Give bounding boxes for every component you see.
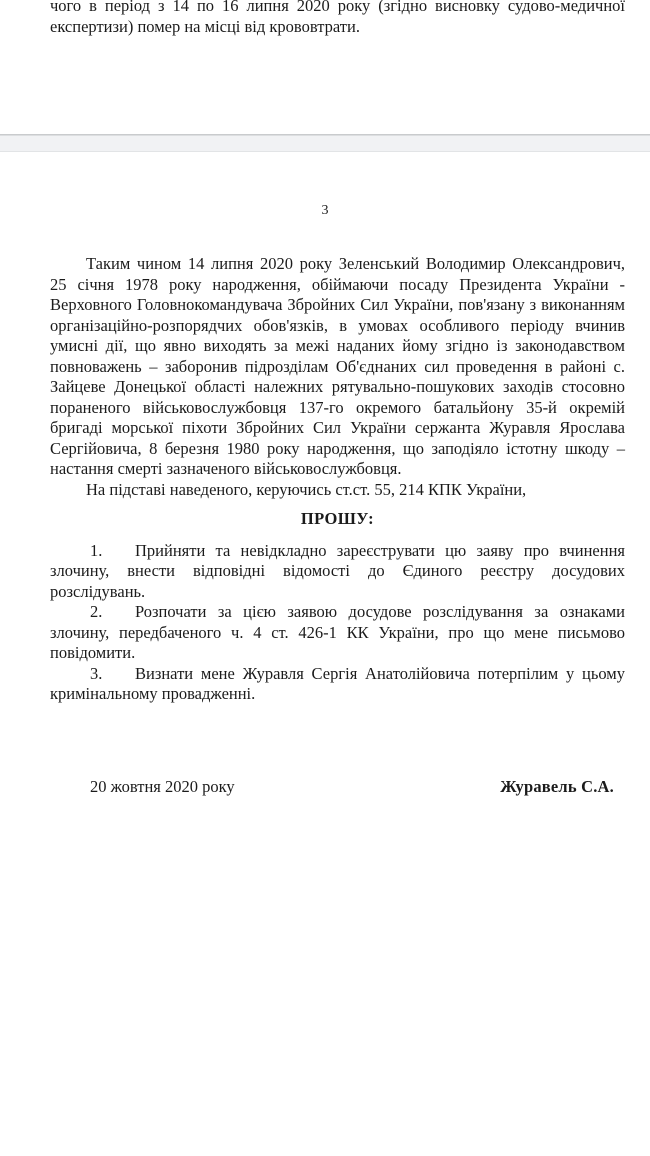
request-item-number: 1. (90, 540, 103, 560)
spacer-after-heading (50, 530, 625, 541)
signature-name: Журавель С.А. (500, 777, 614, 796)
page-content (50, 254, 625, 705)
signature-date: 20 жовтня 2020 року (90, 777, 235, 796)
paragraph-main-body: Таким чином 14 липня 2020 року Зеленський Володимир Олександрович, 25 січня 1978 року народження, обіймаючи посаду Президента України - Верховного Головнокомандувача Збройних Сил України, пов'язану з виконанням організаційно-розпорядчих обов'язків, в умовах особливого періоду вчинив умисні дії, що явно виходять за межі наданих йому згідно із законодавством повноважень – заборонив підрозділам Об'єднаних сил проведення в районі с. Зайцеве Донецької області належних рятувально-пошукових заходів стосовно пораненого військовослужбовця 137-го окремого батальйону 35-й окремій бригаді морської піхоти Збройних Сил України сержанта Журавля Ярослава Сергійовича, 8 березня 1980 року народження, що заподіяло істотну шкоду – настання смерті зазначеного військовослужбовця. (50, 254, 625, 478)
request-item (50, 541, 625, 603)
page-number: 3 (321, 203, 329, 218)
request-item (50, 664, 625, 705)
request-item-number: 2. (90, 602, 103, 621)
page-separator (0, 134, 650, 152)
request-item-text: Розпочати за цією заявою досудове розслідування за ознаками злочину, передбаченого ч. 4 ст. 426-1 КК України, про що мене письмово повідомити. (50, 602, 625, 662)
request-heading: ПРОШУ: (300, 509, 375, 528)
spacer-before-heading (50, 500, 625, 509)
document-page-previous (0, 0, 650, 134)
request-item-text: Прийняти та невідкладно зареєструвати цю заяву про вчинення злочину, внести відповідні відомості до Єдиного реєстру досудових розслідувань. (50, 540, 625, 601)
request-item (50, 602, 625, 664)
request-item-number: 3. (90, 663, 103, 683)
signature-block (50, 777, 625, 798)
paragraph-legal-basis: На підставі наведеного, керуючись ст.ст. 55, 214 КПК України, (86, 479, 527, 499)
previous-page-paragraph-tail: чого в період з 14 по 16 липня 2020 року (згідно висновку судово-медичної експертизи) помер на місці від крововтрати. (50, 0, 625, 36)
document-page-current (0, 152, 650, 1156)
request-item-text: Визнати мене Журавля Сергія Анатолійовича потерпілим у цьому кримінальному провадженні. (50, 663, 625, 703)
previous-page-text-block (50, 0, 625, 37)
